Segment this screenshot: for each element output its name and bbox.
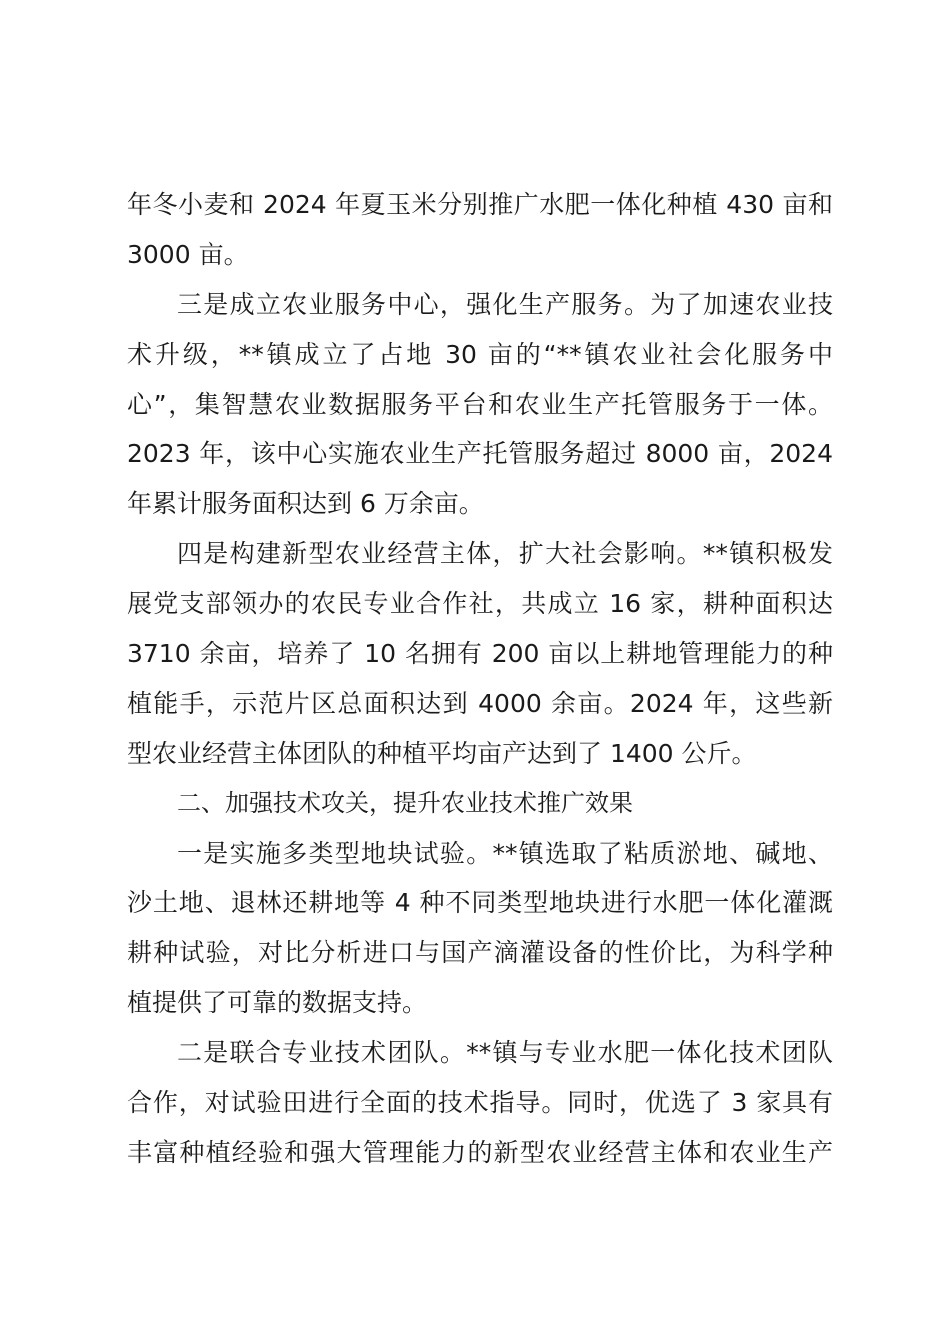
document-body — [127, 180, 837, 1178]
text-line: 心”，集智慧农业数据服务平台和农业生产托管服务于一体。 — [127, 389, 833, 419]
paragraph-start-line: 三是成立农业服务中心，强化生产服务。为了加速农业技 — [177, 289, 833, 319]
text-line: 植能手，示范片区总面积达到 4000 余亩。2024 年，这些新 — [127, 688, 833, 718]
text-line: 丰富种植经验和强大管理能力的新型农业经营主体和农业生产 — [127, 1137, 833, 1167]
paragraph-start-line: 二是联合专业技术团队。**镇与专业水肥一体化技术团队 — [177, 1038, 833, 1068]
text-line: 植提供了可靠的数据支持。 — [127, 988, 428, 1018]
paragraph-start-line: 一是实施多类型地块试验。**镇选取了粘质淤地、碱地、 — [177, 838, 833, 868]
text-line: 年累计服务面积达到 6 万余亩。 — [127, 489, 484, 519]
text-line: 展党支部领办的农民专业合作社，共成立 16 家，耕种面积达 — [127, 589, 833, 619]
section-heading: 二、加强技术攻关，提升农业技术推广效果 — [177, 788, 633, 817]
text-line: 术升级，**镇成立了占地 30 亩的“**镇农业社会化服务中 — [127, 339, 833, 369]
text-line: 年冬小麦和 2024 年夏玉米分别推广水肥一体化种植 430 亩和 — [127, 190, 833, 219]
text-line: 型农业经营主体团队的种植平均亩产达到了 1400 公斤。 — [127, 738, 757, 768]
paragraph-start-line: 四是构建新型农业经营主体，扩大社会影响。**镇积极发 — [177, 539, 833, 569]
text-line: 耕种试验，对比分析进口与国产滴灌设备的性价比，为科学种 — [127, 938, 833, 968]
text-line: 3710 余亩，培养了 10 名拥有 200 亩以上耕地管理能力的种 — [127, 639, 833, 669]
text-line: 2023 年，该中心实施农业生产托管服务超过 8000 亩，2024 — [127, 439, 833, 469]
text-line: 3000 亩。 — [127, 239, 249, 269]
text-line: 合作，对试验田进行全面的技术指导。同时，优选了 3 家具有 — [127, 1088, 833, 1118]
text-line: 沙土地、退林还耕地等 4 种不同类型地块进行水肥一体化灌溉 — [127, 888, 833, 918]
